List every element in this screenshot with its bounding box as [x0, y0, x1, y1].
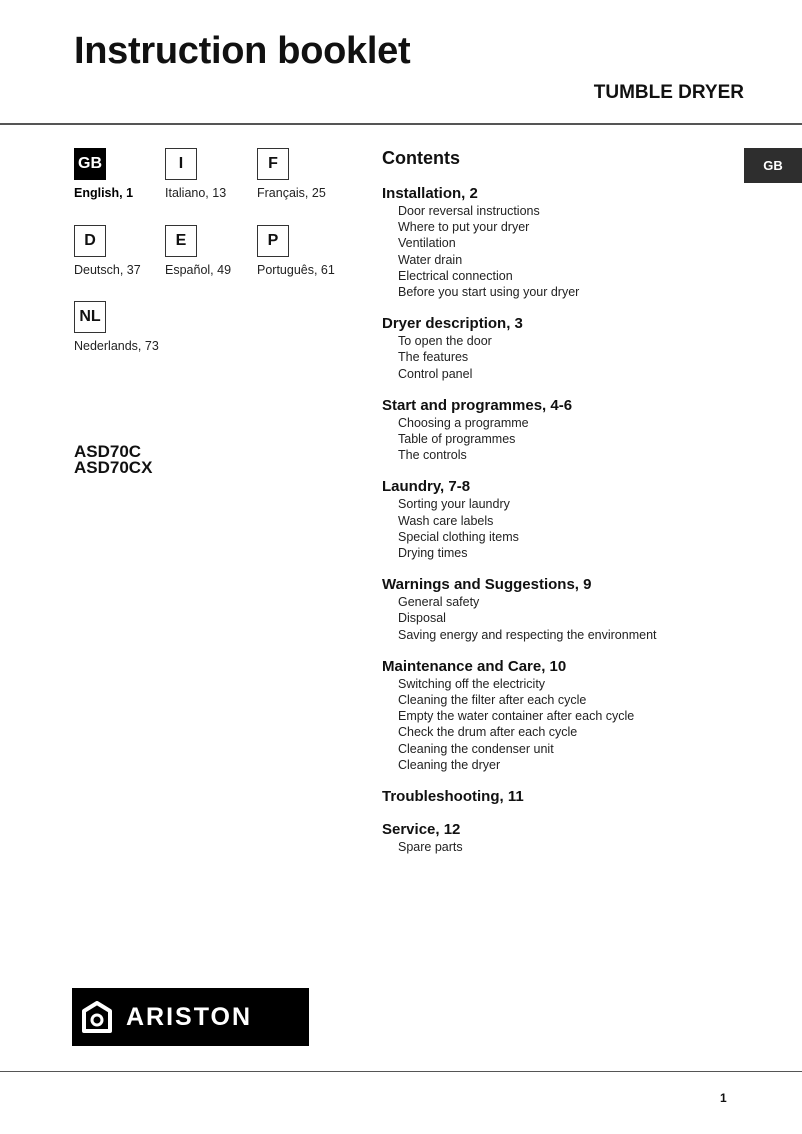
contents-item: Disposal	[398, 611, 446, 626]
model-name: ASD70C	[74, 442, 142, 461]
section-title: Maintenance and Care, 10	[382, 657, 567, 675]
contents-item: Control panel	[398, 366, 473, 381]
contents-item: Switching off the electricity	[398, 676, 546, 691]
product-type: TUMBLE DRYER	[593, 82, 744, 103]
language-code-box: F	[257, 148, 289, 180]
language-entry	[165, 225, 257, 277]
section-items	[382, 496, 722, 561]
contents-item: Door reversal instructions	[398, 204, 540, 218]
contents-item: Spare parts	[398, 840, 463, 855]
section-items	[382, 333, 722, 382]
section-title: Laundry, 7-8	[382, 478, 471, 496]
section-title: Dryer description, 3	[382, 315, 523, 333]
contents-item: Water drain	[398, 252, 463, 267]
contents-item: Ventilation	[398, 236, 456, 251]
contents-item: Choosing a programme	[398, 415, 529, 430]
language-entry	[74, 301, 166, 353]
contents-item: Wash care labels	[398, 513, 494, 528]
language-label: Français, 25	[257, 186, 326, 200]
section-title: Start and programmes, 4-6	[382, 396, 573, 414]
language-entry	[74, 225, 166, 277]
contents-section	[382, 185, 722, 300]
contents-item: Electrical connection	[398, 268, 513, 283]
language-entry	[257, 225, 349, 277]
language-tab-gb: GB	[744, 148, 802, 183]
section-items	[382, 415, 722, 464]
house-icon	[82, 1001, 112, 1033]
language-code-box: P	[257, 225, 289, 257]
section-items	[382, 203, 722, 300]
contents-section	[382, 397, 722, 464]
language-label: Nederlands, 73	[74, 339, 159, 353]
model-list	[74, 444, 152, 476]
section-title: Troubleshooting, 11	[382, 788, 524, 806]
section-items	[382, 594, 722, 643]
section-title: Service, 12	[382, 821, 461, 839]
section-items	[382, 839, 722, 855]
language-label: Italiano, 13	[165, 186, 227, 200]
language-code-box: D	[74, 225, 106, 257]
contents-section	[382, 315, 722, 382]
language-label: Português, 61	[257, 263, 335, 277]
footer-divider	[0, 1071, 802, 1072]
language-code-box: GB	[74, 148, 106, 180]
contents-item: Empty the water container after each cycle	[398, 709, 635, 724]
contents-heading: Contents	[382, 148, 460, 168]
language-entry	[74, 148, 166, 200]
language-code-box: I	[165, 148, 197, 180]
page-title: Instruction booklet	[74, 30, 411, 72]
section-title: Installation, 2	[382, 185, 478, 202]
contents-item: Cleaning the filter after each cycle	[398, 693, 587, 708]
page-number: 1	[720, 1091, 727, 1105]
contents-section	[382, 576, 722, 643]
contents-item: Cleaning the dryer	[398, 757, 501, 772]
contents-item: The controls	[398, 448, 467, 463]
language-code-box: E	[165, 225, 197, 257]
contents-item: Cleaning the condenser unit	[398, 741, 554, 756]
section-items	[382, 676, 722, 773]
contents-item: The features	[398, 350, 469, 365]
brand-name: ARISTON	[126, 1002, 253, 1031]
contents-item: Special clothing items	[398, 529, 519, 544]
contents-item: Table of programmes	[398, 432, 516, 447]
model-name: ASD70CX	[74, 458, 153, 477]
section-title: Warnings and Suggestions, 9	[382, 576, 592, 594]
contents-item: To open the door	[398, 334, 492, 349]
language-entry	[257, 148, 349, 200]
contents-item: Check the drum after each cycle	[398, 725, 578, 740]
contents-item: Where to put your dryer	[398, 220, 530, 235]
contents-item: Before you start using your dryer	[398, 285, 580, 300]
language-code-box: NL	[74, 301, 106, 333]
header-divider	[0, 123, 802, 125]
contents-section	[382, 658, 722, 773]
contents-item: Drying times	[398, 546, 468, 561]
language-label: English, 1	[74, 186, 134, 200]
contents-section	[382, 788, 722, 806]
contents-item: Saving energy and respecting the environment	[398, 627, 657, 642]
language-label: Deutsch, 37	[74, 263, 141, 277]
brand-logo	[72, 988, 309, 1046]
contents-section	[382, 821, 722, 855]
table-of-contents	[382, 148, 722, 870]
contents-item: Sorting your laundry	[398, 497, 510, 512]
contents-section	[382, 478, 722, 561]
contents-item: General safety	[398, 595, 480, 610]
language-label: Español, 49	[165, 263, 232, 277]
language-entry	[165, 148, 257, 200]
